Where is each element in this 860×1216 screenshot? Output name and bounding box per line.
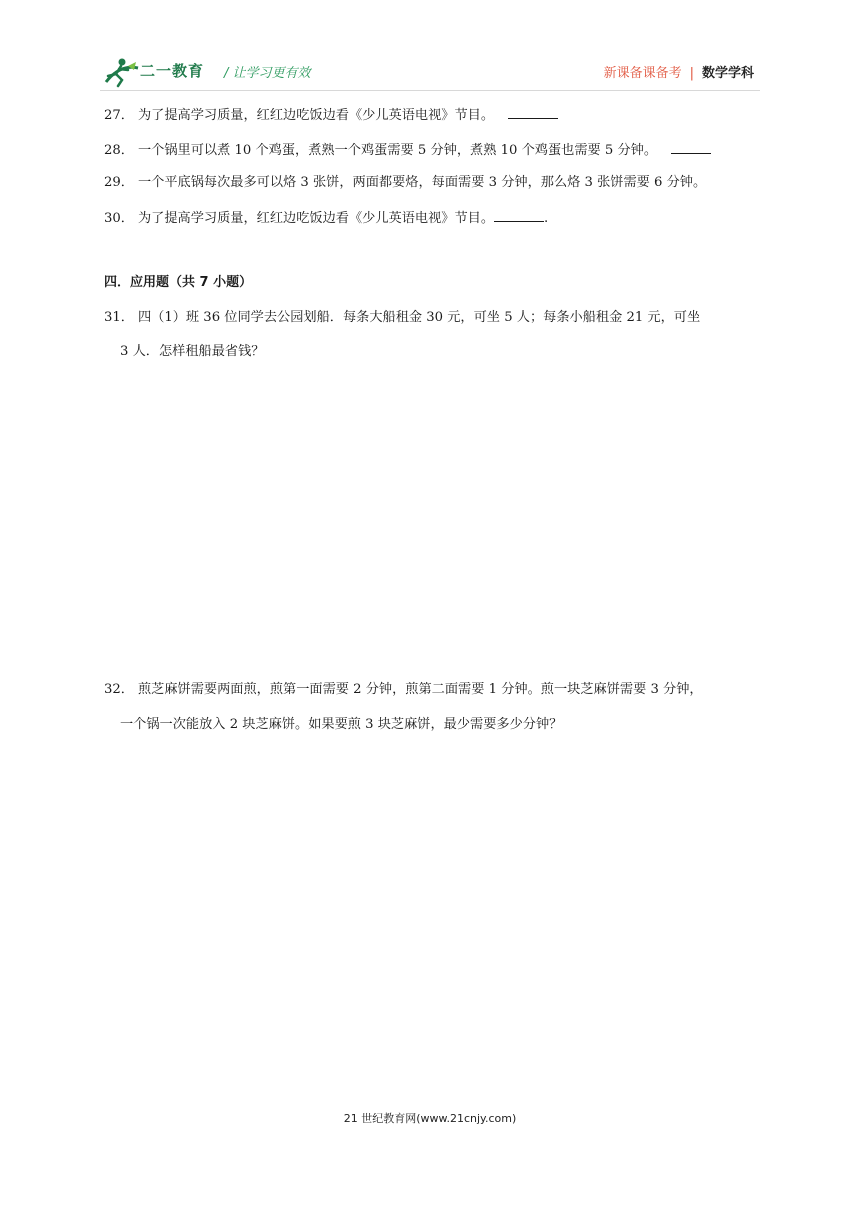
question-31-line2: 3 人．怎样租船最省钱？ xyxy=(120,344,265,359)
question-30 xyxy=(104,207,548,229)
header-subject-label: 数学学科 xyxy=(701,66,754,81)
question-text: 为了提高学习质量，红红边吃饭边看《少儿英语电视》节目。 xyxy=(137,211,495,226)
header-divider xyxy=(100,90,760,91)
question-text-line1: 四（1）班 36 位同学去公园划船．每条大船租金 30 元，可坐 5 人；每条小船租金 21 元，可坐 xyxy=(137,310,701,325)
question-number: 27． xyxy=(104,108,134,123)
question-28 xyxy=(104,139,711,161)
answer-blank[interactable] xyxy=(494,207,544,222)
question-suffix: . xyxy=(544,211,549,226)
section-title: 四．应用题（共 7 小题） xyxy=(104,275,253,290)
page-header xyxy=(100,50,760,94)
question-text: 为了提高学习质量，红红边吃饭边看《少儿英语电视》节目。 xyxy=(137,108,495,123)
question-number: 28． xyxy=(104,143,134,158)
answer-blank[interactable] xyxy=(508,104,558,119)
question-text: 一个锅里可以煮 10 个鸡蛋，煮熟一个鸡蛋需要 5 分钟，煮熟 10 个鸡蛋也需要 5 分钟。 xyxy=(137,143,658,158)
question-27 xyxy=(104,104,558,126)
question-number: 30． xyxy=(104,211,134,226)
answer-blank[interactable] xyxy=(671,139,711,154)
header-course-label: 新课备课备考 xyxy=(603,66,682,81)
header-separator: | xyxy=(689,66,694,81)
page-footer: 21 世纪教育网(www.21cnjy.com) xyxy=(343,1112,517,1125)
logo-text: 二一教育 xyxy=(140,62,205,80)
question-number: 29． xyxy=(104,175,134,190)
question-32 xyxy=(104,680,703,700)
question-text: 一个平底锅每次最多可以烙 3 张饼，两面都要烙，每面需要 3 分钟，那么烙 3 张饼需要 6 分钟。 xyxy=(137,175,707,190)
question-number: 32． xyxy=(104,682,134,697)
question-31 xyxy=(104,308,700,328)
header-subject xyxy=(604,62,754,81)
question-number: 31． xyxy=(104,310,134,325)
question-32-line2: 一个锅一次能放入 2 块芝麻饼。如果要煎 3 块芝麻饼，最少需要多少分钟？ xyxy=(120,717,563,732)
question-text-line1: 煎芝麻饼需要两面煎，煎第一面需要 2 分钟，煎第二面需要 1 分钟。煎一块芝麻饼需要 3 分钟， xyxy=(137,682,703,697)
header-slogan: / 让学习更有效 xyxy=(224,66,311,81)
question-29 xyxy=(104,173,706,193)
